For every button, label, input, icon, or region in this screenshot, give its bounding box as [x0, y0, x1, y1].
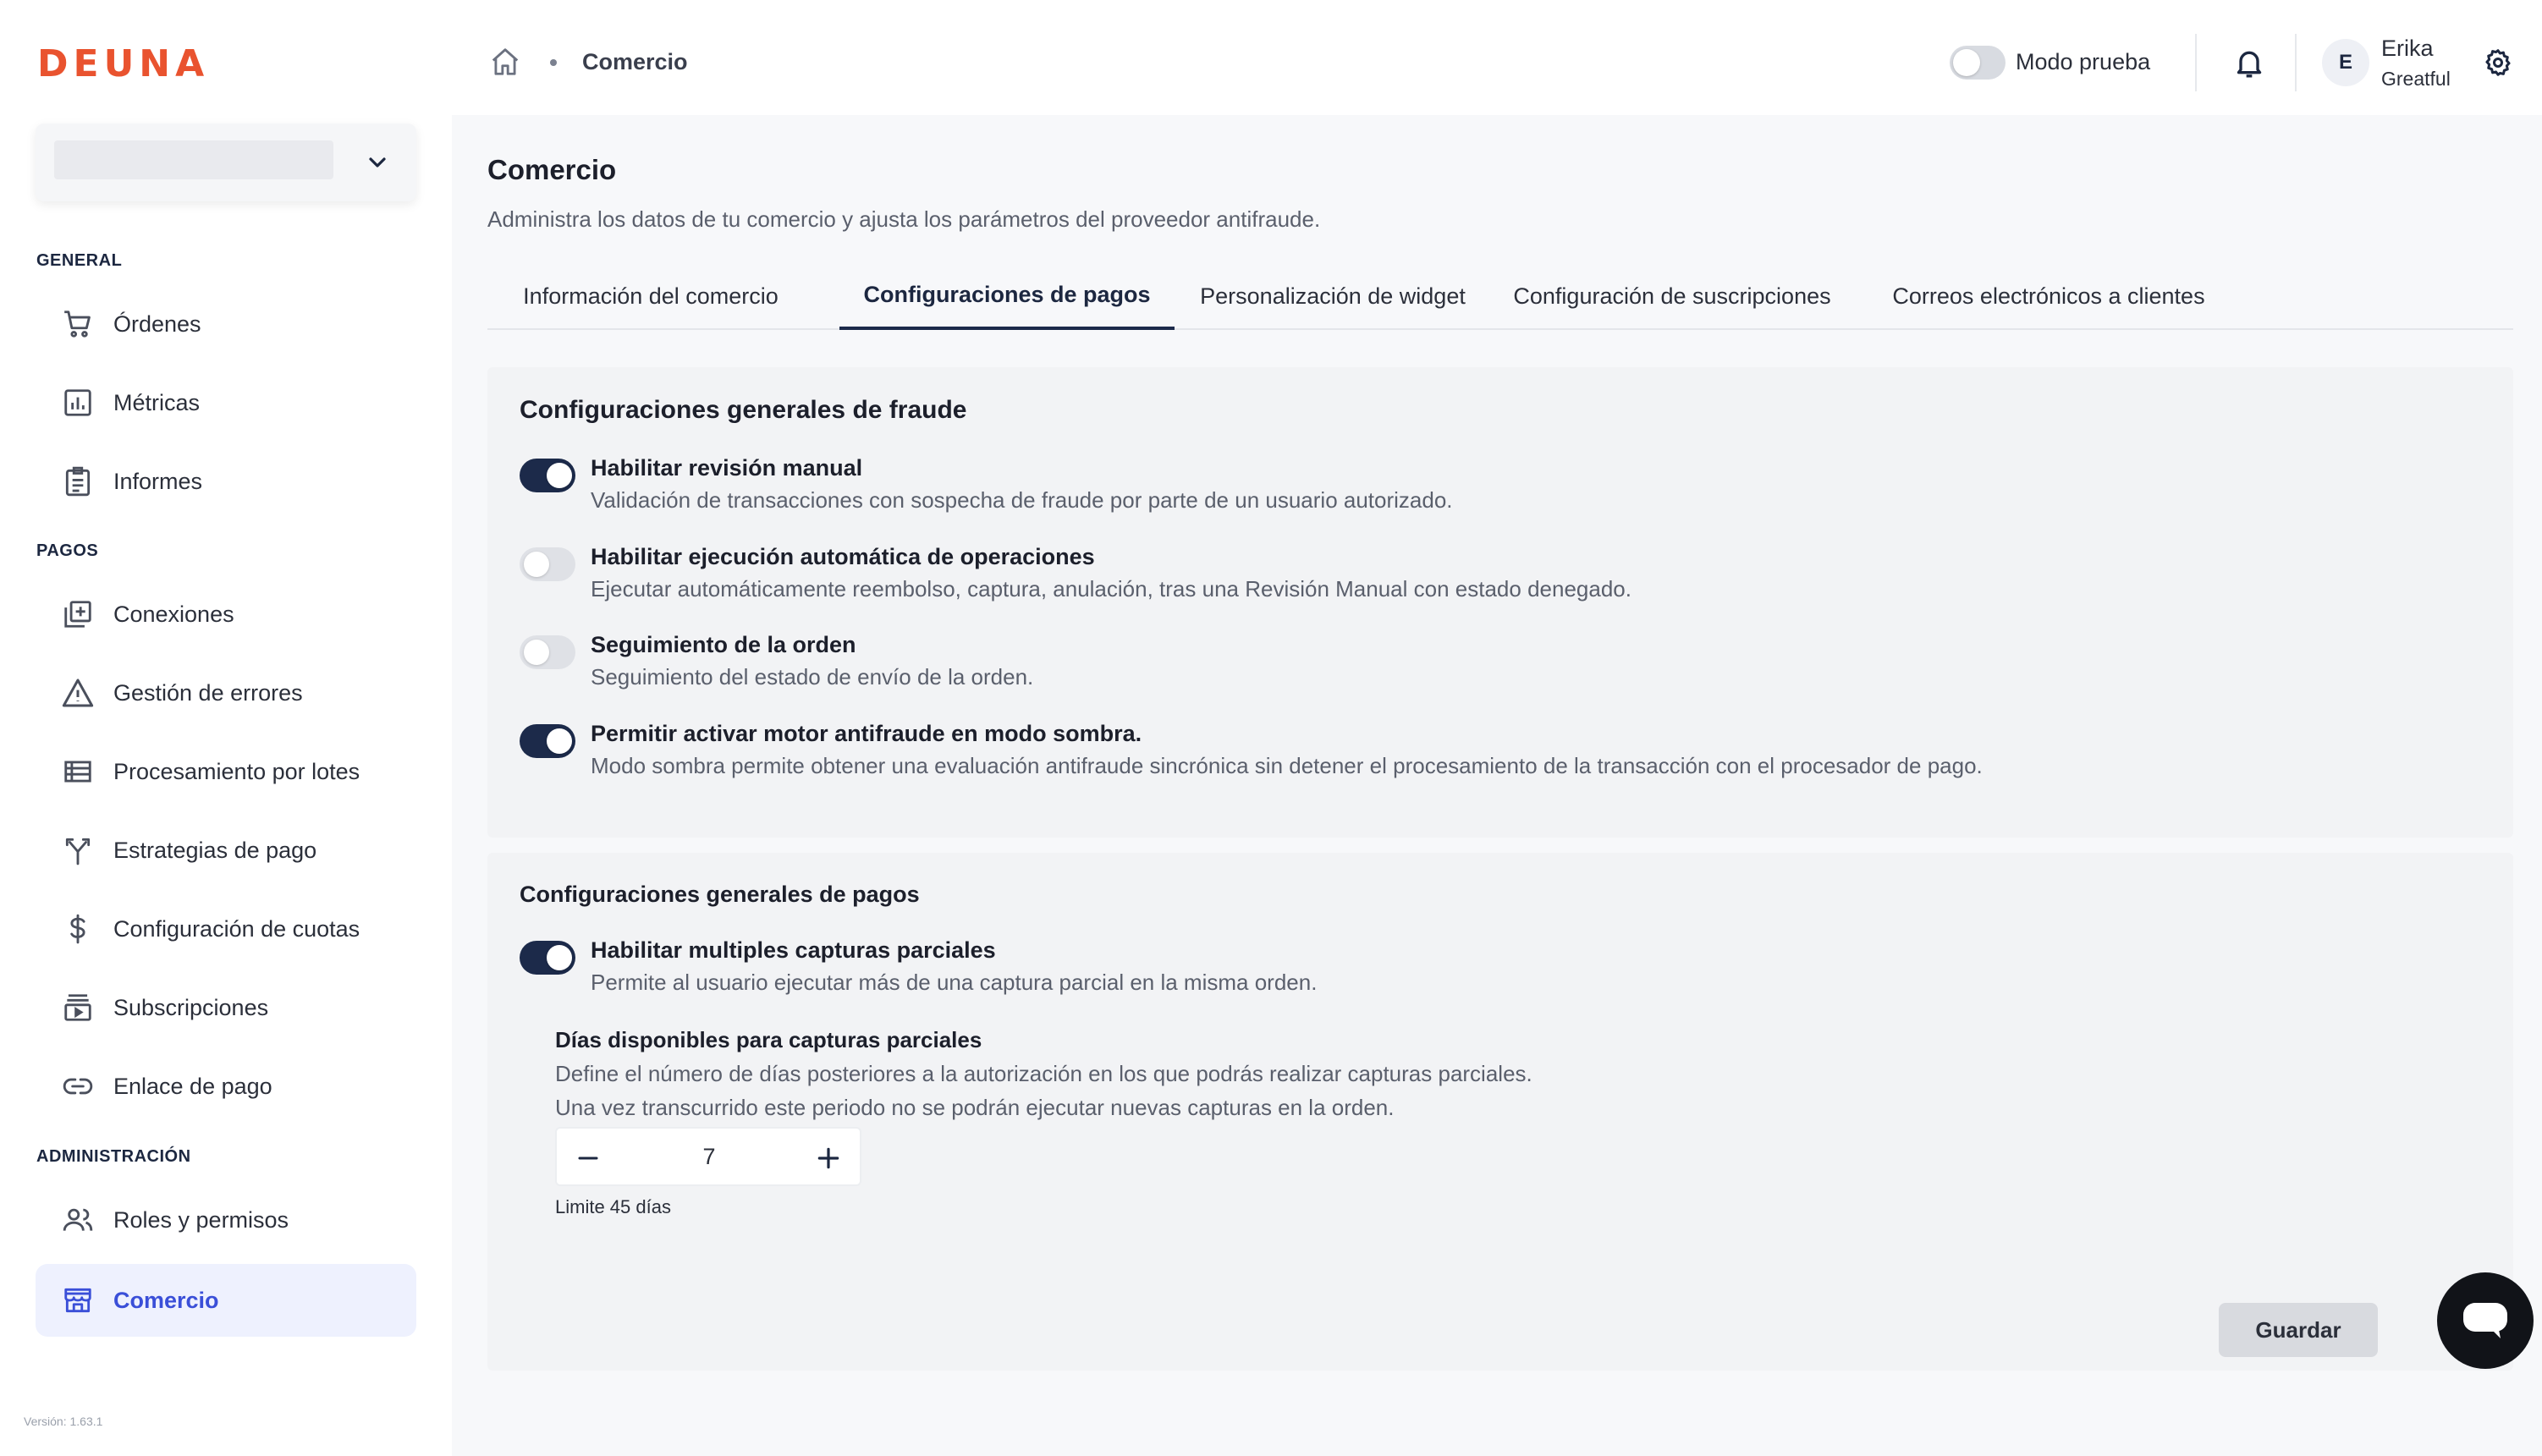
- page-subtitle: Administra los datos de tu comercio y ajusta los parámetros del proveedor antifraude.: [487, 206, 1321, 232]
- page-title: Comercio: [487, 154, 617, 185]
- sidebar-item-subscripciones[interactable]: [36, 971, 416, 1044]
- logo-text: DEUNA: [37, 42, 210, 85]
- sidebar-item-label: Comercio: [113, 1287, 219, 1313]
- sidebar-item-gestion-errores[interactable]: [36, 657, 416, 729]
- dollar-icon: [59, 910, 96, 948]
- sidebar-item-enlace-pago[interactable]: [36, 1050, 416, 1123]
- section-label-administracion: ADMINISTRACIÓN: [36, 1147, 191, 1166]
- tab-configuracion-suscripciones[interactable]: Configuración de suscripciones: [1513, 283, 1831, 309]
- users-icon: [59, 1201, 96, 1239]
- capture-days-desc-2: Una vez transcurrido este periodo no se podrán ejecutar nuevas capturas en la orden.: [555, 1095, 1395, 1120]
- manual-review-toggle[interactable]: [520, 459, 575, 492]
- sidebar-item-label: Configuración de cuotas: [113, 915, 360, 942]
- toggle-knob: [1953, 49, 1980, 76]
- subscriptions-icon: [59, 989, 96, 1026]
- shadow-mode-title: Permitir activar motor antifraude en modo sombra.: [591, 721, 1142, 746]
- sidebar-item-label: Procesamiento por lotes: [113, 758, 360, 784]
- tab-correos-clientes[interactable]: Correos electrónicos a clientes: [1892, 283, 2205, 309]
- shadow-mode-row: [520, 721, 2466, 788]
- toggle-knob: [547, 945, 572, 970]
- clipboard-icon: [59, 463, 96, 500]
- user-name: Erika: [2381, 36, 2434, 61]
- store-icon: [59, 1282, 96, 1319]
- header-divider: [2195, 34, 2197, 91]
- sidebar: [0, 0, 452, 1456]
- shadow-mode-toggle[interactable]: [520, 724, 575, 758]
- tab-bar: [487, 262, 2513, 330]
- capture-days-value[interactable]: 7: [702, 1144, 716, 1169]
- save-button[interactable]: Guardar: [2219, 1303, 2378, 1357]
- avatar[interactable]: E: [2322, 39, 2369, 86]
- order-tracking-desc: Seguimiento del estado de envío de la orden.: [591, 664, 1034, 690]
- section-label-general: GENERAL: [36, 251, 123, 270]
- auto-execution-title: Habilitar ejecución automática de operaciones: [591, 544, 1095, 569]
- capture-days-desc: Define el número de días posteriores a la autorización en los que podrás realizar capturas parciales.: [555, 1061, 1532, 1086]
- chat-widget-button[interactable]: [2437, 1272, 2534, 1369]
- sidebar-item-estrategias-pago[interactable]: [36, 814, 416, 887]
- toggle-knob: [547, 463, 572, 488]
- order-tracking-row: [520, 632, 2466, 700]
- partial-captures-row: [520, 937, 2466, 1005]
- tab-configuraciones-pagos[interactable]: Configuraciones de pagos: [839, 262, 1175, 330]
- home-icon[interactable]: [489, 46, 521, 78]
- gear-icon[interactable]: [2483, 47, 2513, 78]
- merchant-name-placeholder: [54, 140, 333, 179]
- decrement-button[interactable]: [569, 1139, 608, 1178]
- payments-card-title: Configuraciones generales de pagos: [520, 882, 920, 907]
- fraud-settings-card: [487, 367, 2513, 838]
- sidebar-item-label: Gestión de errores: [113, 679, 303, 706]
- test-mode-label: Modo prueba: [2016, 49, 2151, 74]
- partial-captures-title: Habilitar multiples capturas parciales: [591, 937, 996, 963]
- sidebar-item-conexiones[interactable]: [36, 578, 416, 651]
- link-icon: [59, 1068, 96, 1105]
- breadcrumb-current: Comercio: [582, 49, 688, 74]
- sidebar-item-comercio[interactable]: [36, 1264, 416, 1337]
- list-icon: [59, 753, 96, 790]
- auto-execution-toggle[interactable]: [520, 547, 575, 581]
- fraud-card-title: Configuraciones generales de fraude: [520, 396, 967, 424]
- auto-execution-desc: Ejecutar automáticamente reembolso, captura, anulación, tras una Revisión Manual con estado denegado.: [591, 576, 1631, 602]
- breadcrumb-separator: [550, 59, 557, 66]
- order-tracking-toggle[interactable]: [520, 635, 575, 669]
- sidebar-item-label: Subscripciones: [113, 994, 269, 1020]
- user-organization: Greatful: [2381, 68, 2451, 90]
- chat-icon: [2462, 1299, 2509, 1342]
- increment-button[interactable]: [809, 1139, 848, 1178]
- sidebar-item-label: Órdenes: [113, 310, 201, 337]
- sidebar-item-label: Métricas: [113, 389, 201, 415]
- sidebar-item-label: Roles y permisos: [113, 1206, 289, 1233]
- bell-icon[interactable]: [2232, 46, 2266, 80]
- merchant-selector[interactable]: [36, 124, 416, 201]
- manual-review-title: Habilitar revisión manual: [591, 455, 863, 481]
- sidebar-item-label: Conexiones: [113, 601, 234, 627]
- plus-icon: [815, 1145, 842, 1172]
- sidebar-item-label: Enlace de pago: [113, 1073, 272, 1099]
- top-header: [452, 0, 2542, 115]
- sidebar-item-configuracion-cuotas[interactable]: [36, 893, 416, 965]
- manual-review-desc: Validación de transacciones con sospecha de fraude por parte de un usuario autorizado.: [591, 487, 1453, 513]
- main-content: [452, 115, 2542, 1456]
- sidebar-item-informes[interactable]: [36, 445, 416, 518]
- version-label: Versión: 1.63.1: [24, 1415, 103, 1428]
- partial-captures-desc: Permite al usuario ejecutar más de una captura parcial en la misma orden.: [591, 970, 1318, 995]
- toggle-knob: [524, 552, 549, 577]
- cart-icon: [59, 305, 96, 343]
- capture-days-stepper: [555, 1127, 861, 1186]
- header-divider: [2295, 34, 2297, 91]
- add-box-icon: [59, 596, 96, 633]
- minus-icon: [575, 1146, 601, 1171]
- manual-review-row: [520, 455, 2466, 523]
- sidebar-item-metricas[interactable]: [36, 366, 416, 439]
- capture-days-limit: Limite 45 días: [555, 1196, 671, 1217]
- auto-execution-row: [520, 544, 2466, 612]
- order-tracking-title: Seguimiento de la orden: [591, 632, 856, 657]
- deuna-logo[interactable]: [37, 42, 210, 85]
- test-mode-toggle[interactable]: [1950, 46, 2006, 80]
- partial-captures-toggle[interactable]: [520, 941, 575, 975]
- sidebar-item-label: Informes: [113, 468, 203, 494]
- fork-icon: [59, 832, 96, 869]
- section-label-pagos: PAGOS: [36, 541, 99, 560]
- capture-days-title: Días disponibles para capturas parciales: [555, 1027, 982, 1052]
- sidebar-item-roles-permisos[interactable]: [36, 1184, 416, 1256]
- tab-personalizacion-widget[interactable]: Personalización de widget: [1200, 283, 1466, 309]
- toggle-knob: [524, 640, 549, 665]
- toggle-knob: [547, 728, 572, 754]
- shadow-mode-desc: Modo sombra permite obtener una evaluación antifraude sincrónica sin detener el procesamiento de la transacción con el procesador de pago.: [591, 753, 1983, 778]
- warning-icon: [59, 674, 96, 712]
- sidebar-item-procesamiento-lotes[interactable]: [36, 735, 416, 808]
- chevron-down-icon: [364, 149, 391, 176]
- tab-informacion-comercio[interactable]: Información del comercio: [523, 283, 779, 309]
- sidebar-item-label: Estrategias de pago: [113, 837, 317, 863]
- chart-icon: [59, 384, 96, 421]
- sidebar-item-ordenes[interactable]: [36, 288, 416, 360]
